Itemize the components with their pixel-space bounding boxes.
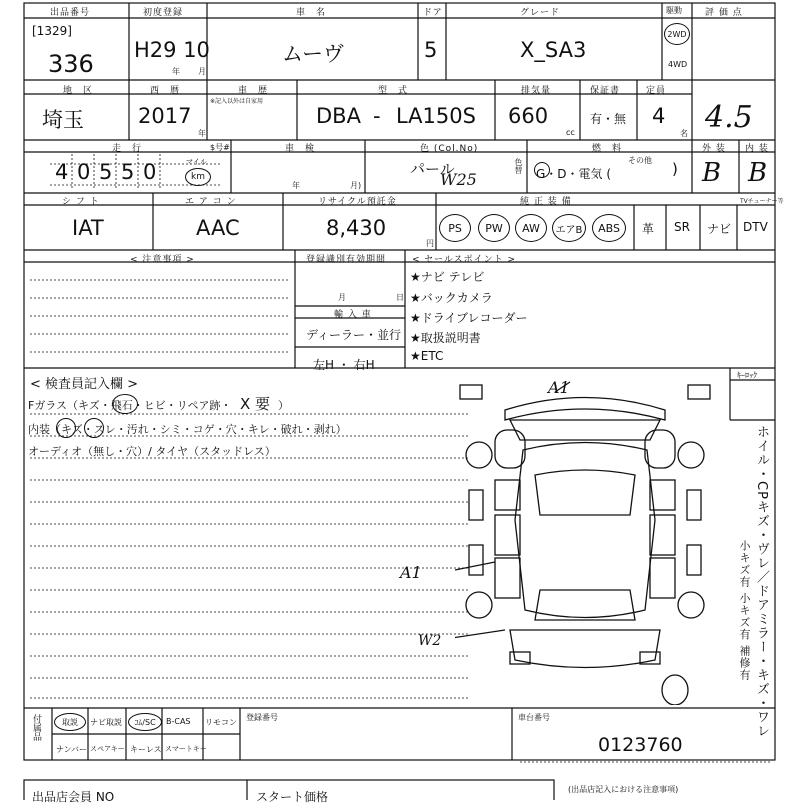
history-note: ※記入以外は自家用 (210, 98, 264, 105)
mileage-digit-3: 5 (99, 160, 113, 184)
acc-comsc: ｺﾑ/SC (128, 713, 162, 731)
drive-4wd: 4WD (668, 60, 688, 69)
acc-navi-manual: ナビ取説 (90, 718, 122, 727)
year-unit: 年 (172, 67, 180, 76)
inspection-month: 月) (350, 181, 362, 190)
sales-point-2: ★バックカメラ (410, 291, 493, 305)
mileage-digit-5: 0 (143, 160, 157, 184)
acc-manual: 取説 (54, 713, 86, 731)
history-label: 車 歴 (238, 86, 269, 96)
chassis-label: 車台番号 (518, 713, 550, 722)
mark-a1-side: A1 (400, 563, 422, 582)
equip-airbag: エアB (552, 214, 586, 242)
reg-day: 日 (396, 293, 404, 302)
car-diagram (455, 380, 715, 705)
ac-label: エ ア コ ン (185, 197, 237, 207)
ac: AAC (196, 216, 240, 240)
fuel-close: ) (672, 160, 678, 178)
color-code: W25 (440, 170, 477, 189)
model-year: 2017 (138, 104, 192, 128)
grade-label: グレード (520, 8, 561, 18)
inspector-title: < 検査員記入欄 > (30, 377, 139, 392)
sales-point-3: ★ドライブレコーダー (410, 311, 528, 325)
lot-sub: [1329] (32, 24, 72, 38)
footer-start-price: スタート価格 (256, 790, 329, 804)
region: 埼玉 (42, 108, 84, 132)
equip-navi: ナビ (707, 222, 732, 236)
acc-bcas: B-CAS (166, 717, 191, 726)
equip-sunroof: SR (674, 220, 690, 234)
acc-plate: ナンバー (56, 745, 88, 754)
shift: IAT (72, 216, 104, 240)
doors-label: ドア (423, 8, 443, 18)
type-label: 型 式 (378, 86, 409, 96)
audio-note: オーディオ（無し・穴）/ タイヤ（スタッドレス） (28, 445, 276, 458)
drive-2wd: 2WD (664, 23, 690, 45)
sales-point-1: ★ナビ テレビ (410, 270, 485, 284)
equipment-label: 純 正 装 備 (520, 197, 572, 207)
mile-unit: マイル (186, 158, 207, 166)
glass-note: Fガラス（キズ・飛石・ヒビ・リペア跡・ (28, 399, 232, 412)
reg-period-label: 登録識別有効期間 (306, 255, 387, 265)
grade: X_SA3 (520, 38, 587, 62)
yen-unit: 円 (426, 239, 434, 248)
capacity-label: 定員 (646, 86, 667, 96)
accessory-label: 付属品 (31, 714, 41, 741)
acc-spare-key: スペアキー (90, 745, 125, 753)
caution-label: < 注意事項 > (130, 255, 195, 265)
mark-w2: W2 (418, 633, 442, 649)
lot-number: 336 (48, 50, 94, 78)
doors: 5 (424, 38, 438, 62)
type-prefix: DBA (316, 104, 361, 128)
cc-label: 排気量 (521, 86, 552, 96)
drive-label: 駆動 (666, 6, 682, 15)
acc-smart-key: スマートキー (165, 745, 207, 753)
warranty: 有・無 (590, 112, 627, 126)
capacity-unit: 名 (680, 129, 688, 138)
mileage-digit-2: 0 (77, 160, 91, 184)
mileage-digit-4: 5 (121, 160, 135, 184)
car-name: ムーヴ (282, 42, 344, 66)
score-value: 4.5 (705, 100, 753, 135)
fuel-gas-circle (534, 162, 550, 178)
color-label: 色 (Col.No) (420, 144, 479, 154)
import-value: ディーラー・並行 (306, 328, 402, 342)
acc-keyless: キーレス (130, 745, 162, 754)
inspection-year: 年 (292, 181, 300, 190)
first-reg-label: 初度登録 (143, 8, 184, 18)
equip-aw: AW (515, 214, 547, 242)
model-year-label: 西 暦 (150, 86, 181, 96)
recycle: 8,430 (326, 216, 387, 240)
reg-month: 月 (338, 293, 346, 302)
month-unit: 月 (198, 67, 206, 76)
key-lock-label: ｷｰﾛｯｸ (737, 371, 757, 380)
color-change: 色替 (514, 158, 523, 174)
equip-abs: ABS (592, 214, 626, 242)
shift-label: シ フ ト (62, 197, 100, 207)
interior-circle-2 (84, 418, 104, 438)
handle-value: 左H ・ 右H (313, 358, 375, 372)
lot-label: 出品番号 (50, 8, 91, 18)
type-code: LA150S (396, 104, 476, 128)
interior-circle-1 (56, 418, 76, 438)
glass-mark: X 要 (240, 395, 271, 413)
model-year-unit: 年 (198, 129, 206, 138)
reg-number-label: 登録番号 (246, 713, 278, 722)
mileage-label: 走 行 (112, 144, 143, 154)
cc: 660 (508, 104, 549, 128)
score-label: 評 価 点 (705, 8, 743, 18)
equip-ps: PS (439, 214, 471, 242)
sales-point-5: ★ETC (410, 349, 444, 363)
import-label: 輸 入 車 (334, 310, 372, 320)
mark-a1-top: A1 (548, 378, 570, 397)
exterior-label: 外 装 (702, 144, 726, 154)
fuel: G・D・電気 ( (536, 167, 612, 181)
recycle-label: リサイクル預託金 (318, 197, 397, 207)
fuel-other: その他 (628, 156, 652, 165)
warranty-label: 保証書 (590, 86, 621, 96)
region-label: 地 区 (63, 86, 94, 96)
car-name-label: 車 名 (296, 8, 327, 18)
sales-label: < セールスポイント > (412, 255, 516, 265)
footer-member-no: 出品店会員 NO (32, 790, 115, 804)
equip-leather: 革 (642, 222, 655, 236)
equip-dtv: DTV (743, 220, 768, 234)
equip-pw: PW (478, 214, 510, 242)
inspection-label: 車 検 (285, 144, 316, 154)
footer-note: (出品店記入における注意事項) (568, 785, 679, 794)
interior-note: 内装（キズ・スレ・汚れ・シミ・コゲ・穴・キレ・破れ・剥れ） (28, 423, 347, 436)
color: パール (410, 160, 455, 178)
chassis-number: 0123760 (598, 734, 683, 756)
wheel-mirror-note: ホイル・CPキズ・ヴレ／ドアミラー・キズ・ワレ (754, 425, 769, 738)
fuel-label: 燃 料 (592, 144, 623, 154)
type-dash: - (373, 104, 381, 128)
sales-point-4: ★取扱説明書 (410, 331, 481, 345)
cc-unit: cc (566, 128, 575, 137)
km-unit: km (185, 168, 211, 186)
exterior-grade: B (702, 158, 722, 188)
odo-label: $号# (210, 143, 230, 152)
glass-circle (112, 394, 138, 414)
mileage-digit-1: 4 (55, 160, 69, 184)
glass-close: ） (278, 399, 289, 412)
acc-remote: リモコン (205, 718, 237, 727)
tuner-label: TVチューナー等 (740, 198, 784, 205)
wheel-mirror-sub: 小キズ有 小キズ有 補修有 (738, 540, 751, 681)
interior-grade: B (748, 158, 768, 188)
interior-label: 内 装 (745, 144, 769, 154)
capacity: 4 (652, 104, 666, 128)
first-reg: H29 10 (134, 38, 210, 62)
